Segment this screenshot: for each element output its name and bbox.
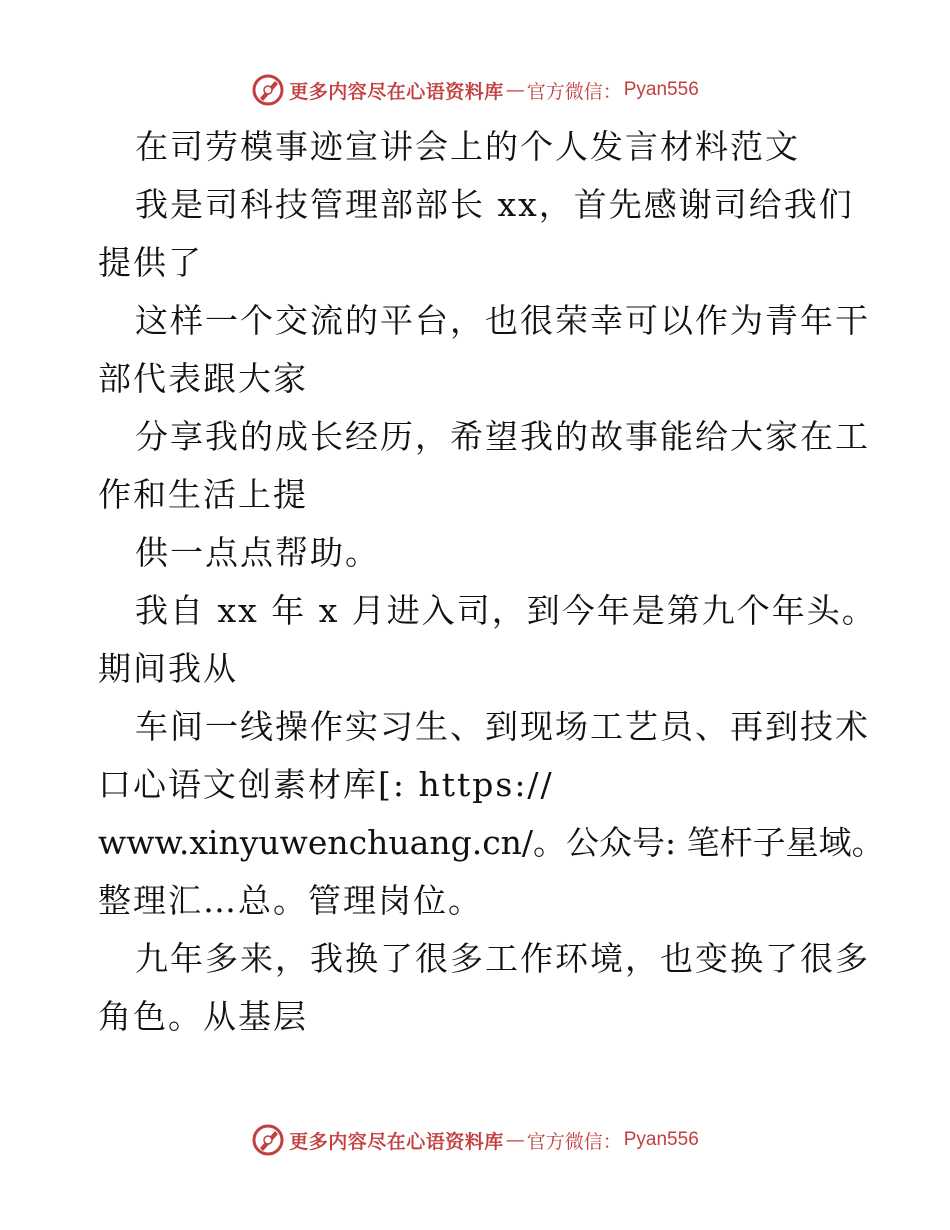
paragraph-line: 提供了 (98, 243, 203, 282)
header-banner-wechat-label: 官方微信： (526, 80, 622, 103)
footer-banner-title: 更多内容尽在心语资料库 (289, 1130, 504, 1153)
footer-banner (0, 1120, 950, 1160)
paragraph-line: 期间我从 (98, 649, 238, 688)
document-title-line: 在司劳模事迹宣讲会上的个人发言材料范文 (135, 127, 800, 166)
header-banner-title: 更多内容尽在心语资料库 (289, 80, 504, 103)
header-banner-dash: — (505, 79, 525, 101)
paragraph-line: 部代表跟大家 (98, 359, 308, 398)
footer-banner-dash: — (505, 1129, 525, 1151)
paragraph-line: 供一点点帮助。 (135, 533, 380, 572)
footer-banner-wechat-label: 官方微信： (526, 1130, 622, 1153)
paragraph-line: 作和生活上提 (98, 475, 308, 514)
pen-logo-icon (251, 73, 285, 107)
paragraph-line: 这样一个交流的平台，也很荣幸可以作为青年干 (135, 301, 870, 340)
paragraph-line: 九年多来，我换了很多工作环境，也变换了很多 (135, 939, 870, 978)
paragraph-line: 口心语文创素材库[: https:// (98, 765, 554, 804)
footer-banner-wechat-id: Pyan556 (623, 1129, 699, 1150)
document-body (98, 118, 885, 1046)
paragraph-line: 分享我的成长经历，希望我的故事能给大家在工 (135, 417, 870, 456)
header-banner-wechat-id: Pyan556 (623, 79, 699, 100)
paragraph-line: 我是司科技管理部部长 xx，首先感谢司给我们 (135, 185, 854, 224)
paragraph-line: 整理汇…总。管理岗位。 (98, 881, 483, 920)
header-banner (0, 70, 950, 110)
paragraph-line: 车间一线操作实习生、到现场工艺员、再到技术 (135, 707, 870, 746)
paragraph-line: 角色。从基层 (98, 997, 308, 1036)
paragraph-line: 我自 xx 年 x 月进入司，到今年是第九个年头。 (135, 591, 877, 630)
paragraph-line-url: www.xinyuwenchuang.cn/。公众号: 笔杆子星域。 (98, 823, 885, 862)
pen-logo-icon (251, 1123, 285, 1157)
